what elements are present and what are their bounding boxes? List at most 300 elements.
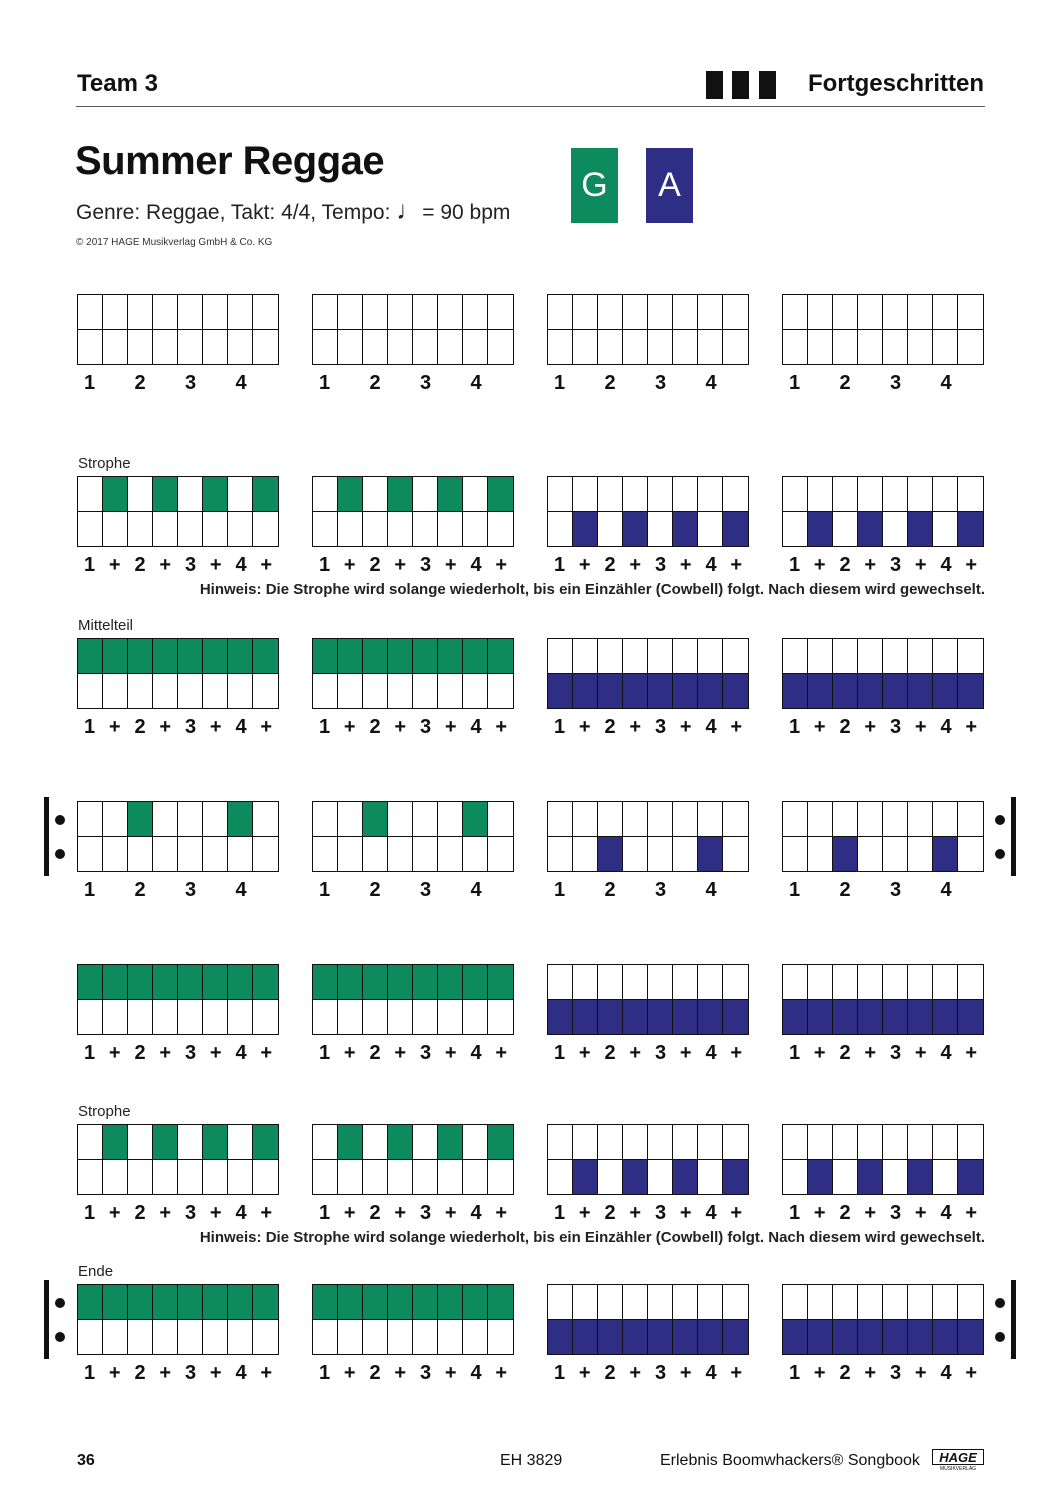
a-note-cell[interactable] <box>698 1000 723 1035</box>
g-row-cell[interactable] <box>338 802 363 837</box>
g-note-cell[interactable] <box>103 1125 128 1160</box>
g-note-cell[interactable] <box>413 1285 438 1320</box>
a-note-cell[interactable] <box>958 1320 983 1355</box>
g-row-cell[interactable] <box>908 477 933 512</box>
g-row-cell[interactable] <box>858 802 883 837</box>
g-row-cell[interactable] <box>463 477 488 512</box>
g-note-cell[interactable] <box>388 477 413 512</box>
a-note-cell[interactable] <box>783 1320 808 1355</box>
a-row-cell[interactable] <box>78 837 103 872</box>
a-note-cell[interactable] <box>833 674 858 709</box>
g-note-cell[interactable] <box>128 802 153 837</box>
a-row-cell[interactable] <box>313 512 338 547</box>
a-row-cell[interactable] <box>438 674 463 709</box>
g-row-cell[interactable] <box>623 802 648 837</box>
a-row-cell[interactable] <box>338 1320 363 1355</box>
a-row-cell[interactable] <box>203 837 228 872</box>
g-note-cell[interactable] <box>203 639 228 674</box>
a-row-cell[interactable] <box>438 1320 463 1355</box>
g-note-cell[interactable] <box>203 477 228 512</box>
g-row-cell[interactable] <box>413 1125 438 1160</box>
g-note-cell[interactable] <box>363 639 388 674</box>
g-note-cell[interactable] <box>488 1125 513 1160</box>
g-row-cell[interactable] <box>673 639 698 674</box>
g-row-cell[interactable] <box>573 1125 598 1160</box>
a-note-cell[interactable] <box>648 674 673 709</box>
g-note-cell[interactable] <box>178 965 203 1000</box>
a-row-cell[interactable] <box>808 330 833 365</box>
a-note-cell[interactable] <box>573 1000 598 1035</box>
g-row-cell[interactable] <box>573 802 598 837</box>
g-row-cell[interactable] <box>463 1125 488 1160</box>
a-row-cell[interactable] <box>463 837 488 872</box>
a-row-cell[interactable] <box>203 1160 228 1195</box>
a-row-cell[interactable] <box>623 837 648 872</box>
a-row-cell[interactable] <box>178 330 203 365</box>
g-note-cell[interactable] <box>463 1285 488 1320</box>
g-row-cell[interactable] <box>783 1285 808 1320</box>
g-row-cell[interactable] <box>598 639 623 674</box>
g-row-cell[interactable] <box>808 1125 833 1160</box>
a-note-cell[interactable] <box>908 1160 933 1195</box>
g-row-cell[interactable] <box>178 802 203 837</box>
g-row-cell[interactable] <box>673 965 698 1000</box>
g-row-cell[interactable] <box>648 1285 673 1320</box>
g-row-cell[interactable] <box>958 802 983 837</box>
g-row-cell[interactable] <box>548 477 573 512</box>
a-row-cell[interactable] <box>228 1160 253 1195</box>
a-note-cell[interactable] <box>808 1000 833 1035</box>
a-row-cell[interactable] <box>388 1000 413 1035</box>
a-note-cell[interactable] <box>858 1000 883 1035</box>
g-note-cell[interactable] <box>463 965 488 1000</box>
g-row-cell[interactable] <box>313 802 338 837</box>
g-row-cell[interactable] <box>573 639 598 674</box>
a-row-cell[interactable] <box>203 512 228 547</box>
a-note-cell[interactable] <box>548 1320 573 1355</box>
g-row-cell[interactable] <box>488 802 513 837</box>
a-row-cell[interactable] <box>413 1160 438 1195</box>
g-row-cell[interactable] <box>598 295 623 330</box>
a-row-cell[interactable] <box>78 1000 103 1035</box>
a-row-cell[interactable] <box>313 1000 338 1035</box>
g-note-cell[interactable] <box>463 639 488 674</box>
g-row-cell[interactable] <box>933 965 958 1000</box>
g-row-cell[interactable] <box>673 1125 698 1160</box>
a-row-cell[interactable] <box>488 674 513 709</box>
a-note-cell[interactable] <box>648 1000 673 1035</box>
g-row-cell[interactable] <box>648 1125 673 1160</box>
a-row-cell[interactable] <box>933 330 958 365</box>
g-row-cell[interactable] <box>78 477 103 512</box>
a-note-cell[interactable] <box>698 1320 723 1355</box>
g-note-cell[interactable] <box>488 965 513 1000</box>
g-row-cell[interactable] <box>598 477 623 512</box>
a-row-cell[interactable] <box>463 1000 488 1035</box>
a-note-cell[interactable] <box>883 1320 908 1355</box>
g-row-cell[interactable] <box>548 802 573 837</box>
g-note-cell[interactable] <box>228 1285 253 1320</box>
a-row-cell[interactable] <box>313 1320 338 1355</box>
g-row-cell[interactable] <box>833 1125 858 1160</box>
a-row-cell[interactable] <box>463 330 488 365</box>
a-row-cell[interactable] <box>883 837 908 872</box>
g-note-cell[interactable] <box>338 1285 363 1320</box>
a-note-cell[interactable] <box>723 1320 748 1355</box>
a-row-cell[interactable] <box>488 1320 513 1355</box>
g-row-cell[interactable] <box>338 295 363 330</box>
g-row-cell[interactable] <box>908 802 933 837</box>
g-row-cell[interactable] <box>128 295 153 330</box>
a-row-cell[interactable] <box>128 1160 153 1195</box>
a-row-cell[interactable] <box>783 512 808 547</box>
g-row-cell[interactable] <box>413 295 438 330</box>
g-note-cell[interactable] <box>338 965 363 1000</box>
g-row-cell[interactable] <box>488 295 513 330</box>
g-row-cell[interactable] <box>833 965 858 1000</box>
a-row-cell[interactable] <box>783 837 808 872</box>
g-row-cell[interactable] <box>388 295 413 330</box>
a-row-cell[interactable] <box>253 1000 278 1035</box>
g-row-cell[interactable] <box>958 1285 983 1320</box>
g-row-cell[interactable] <box>723 1285 748 1320</box>
a-row-cell[interactable] <box>438 512 463 547</box>
a-note-cell[interactable] <box>673 1160 698 1195</box>
a-row-cell[interactable] <box>228 512 253 547</box>
g-row-cell[interactable] <box>388 802 413 837</box>
a-note-cell[interactable] <box>808 1160 833 1195</box>
a-note-cell[interactable] <box>858 674 883 709</box>
g-row-cell[interactable] <box>253 295 278 330</box>
a-note-cell[interactable] <box>598 1320 623 1355</box>
g-row-cell[interactable] <box>908 1285 933 1320</box>
a-note-cell[interactable] <box>698 674 723 709</box>
g-row-cell[interactable] <box>883 1285 908 1320</box>
g-row-cell[interactable] <box>858 477 883 512</box>
a-row-cell[interactable] <box>883 330 908 365</box>
a-row-cell[interactable] <box>338 330 363 365</box>
g-note-cell[interactable] <box>313 639 338 674</box>
a-note-cell[interactable] <box>908 1320 933 1355</box>
g-note-cell[interactable] <box>153 1125 178 1160</box>
g-row-cell[interactable] <box>908 1125 933 1160</box>
g-row-cell[interactable] <box>103 295 128 330</box>
g-note-cell[interactable] <box>463 802 488 837</box>
a-row-cell[interactable] <box>698 330 723 365</box>
g-row-cell[interactable] <box>153 802 178 837</box>
a-row-cell[interactable] <box>933 512 958 547</box>
g-row-cell[interactable] <box>363 1125 388 1160</box>
a-row-cell[interactable] <box>388 1320 413 1355</box>
a-row-cell[interactable] <box>313 1160 338 1195</box>
a-row-cell[interactable] <box>178 1000 203 1035</box>
a-row-cell[interactable] <box>598 512 623 547</box>
g-row-cell[interactable] <box>363 295 388 330</box>
g-row-cell[interactable] <box>698 1285 723 1320</box>
g-row-cell[interactable] <box>783 965 808 1000</box>
a-note-cell[interactable] <box>858 1160 883 1195</box>
a-row-cell[interactable] <box>463 674 488 709</box>
a-row-cell[interactable] <box>783 1160 808 1195</box>
g-note-cell[interactable] <box>338 477 363 512</box>
g-note-cell[interactable] <box>228 965 253 1000</box>
a-row-cell[interactable] <box>128 330 153 365</box>
g-note-cell[interactable] <box>438 1285 463 1320</box>
a-row-cell[interactable] <box>573 330 598 365</box>
g-note-cell[interactable] <box>153 965 178 1000</box>
a-row-cell[interactable] <box>338 1160 363 1195</box>
a-row-cell[interactable] <box>698 1160 723 1195</box>
a-row-cell[interactable] <box>78 674 103 709</box>
a-note-cell[interactable] <box>933 1000 958 1035</box>
a-row-cell[interactable] <box>883 512 908 547</box>
g-note-cell[interactable] <box>253 965 278 1000</box>
g-row-cell[interactable] <box>908 295 933 330</box>
a-row-cell[interactable] <box>363 512 388 547</box>
a-row-cell[interactable] <box>153 837 178 872</box>
a-row-cell[interactable] <box>128 1320 153 1355</box>
g-row-cell[interactable] <box>313 295 338 330</box>
g-row-cell[interactable] <box>413 802 438 837</box>
g-note-cell[interactable] <box>338 1125 363 1160</box>
g-row-cell[interactable] <box>933 1125 958 1160</box>
a-note-cell[interactable] <box>623 1000 648 1035</box>
a-row-cell[interactable] <box>103 674 128 709</box>
a-row-cell[interactable] <box>698 512 723 547</box>
a-note-cell[interactable] <box>808 512 833 547</box>
a-row-cell[interactable] <box>103 1320 128 1355</box>
g-row-cell[interactable] <box>698 802 723 837</box>
g-note-cell[interactable] <box>253 477 278 512</box>
a-row-cell[interactable] <box>648 837 673 872</box>
g-row-cell[interactable] <box>698 295 723 330</box>
a-row-cell[interactable] <box>413 330 438 365</box>
g-row-cell[interactable] <box>548 965 573 1000</box>
g-row-cell[interactable] <box>313 1125 338 1160</box>
g-row-cell[interactable] <box>228 477 253 512</box>
a-row-cell[interactable] <box>933 1160 958 1195</box>
a-row-cell[interactable] <box>178 1320 203 1355</box>
g-row-cell[interactable] <box>623 295 648 330</box>
a-note-cell[interactable] <box>808 1320 833 1355</box>
a-row-cell[interactable] <box>78 1320 103 1355</box>
g-row-cell[interactable] <box>833 1285 858 1320</box>
g-row-cell[interactable] <box>698 965 723 1000</box>
a-row-cell[interactable] <box>228 674 253 709</box>
a-note-cell[interactable] <box>883 1000 908 1035</box>
g-row-cell[interactable] <box>883 965 908 1000</box>
a-row-cell[interactable] <box>128 837 153 872</box>
a-row-cell[interactable] <box>103 330 128 365</box>
g-note-cell[interactable] <box>363 965 388 1000</box>
a-note-cell[interactable] <box>958 1000 983 1035</box>
g-row-cell[interactable] <box>253 802 278 837</box>
g-row-cell[interactable] <box>463 295 488 330</box>
a-row-cell[interactable] <box>128 1000 153 1035</box>
a-row-cell[interactable] <box>858 837 883 872</box>
g-row-cell[interactable] <box>783 477 808 512</box>
g-note-cell[interactable] <box>388 965 413 1000</box>
a-note-cell[interactable] <box>623 674 648 709</box>
a-row-cell[interactable] <box>573 837 598 872</box>
g-row-cell[interactable] <box>723 639 748 674</box>
g-row-cell[interactable] <box>598 965 623 1000</box>
g-row-cell[interactable] <box>808 965 833 1000</box>
a-row-cell[interactable] <box>153 1160 178 1195</box>
g-row-cell[interactable] <box>833 639 858 674</box>
g-note-cell[interactable] <box>388 639 413 674</box>
a-row-cell[interactable] <box>253 674 278 709</box>
a-note-cell[interactable] <box>573 1320 598 1355</box>
g-row-cell[interactable] <box>958 477 983 512</box>
g-row-cell[interactable] <box>783 802 808 837</box>
g-row-cell[interactable] <box>573 965 598 1000</box>
g-note-cell[interactable] <box>103 477 128 512</box>
a-row-cell[interactable] <box>178 837 203 872</box>
g-row-cell[interactable] <box>933 802 958 837</box>
a-row-cell[interactable] <box>338 674 363 709</box>
g-row-cell[interactable] <box>833 477 858 512</box>
a-row-cell[interactable] <box>253 512 278 547</box>
g-note-cell[interactable] <box>178 1285 203 1320</box>
a-row-cell[interactable] <box>958 837 983 872</box>
a-row-cell[interactable] <box>673 837 698 872</box>
g-row-cell[interactable] <box>933 1285 958 1320</box>
g-note-cell[interactable] <box>253 1285 278 1320</box>
a-row-cell[interactable] <box>833 512 858 547</box>
a-row-cell[interactable] <box>363 1000 388 1035</box>
a-row-cell[interactable] <box>958 330 983 365</box>
g-row-cell[interactable] <box>178 477 203 512</box>
a-row-cell[interactable] <box>548 837 573 872</box>
a-note-cell[interactable] <box>623 1160 648 1195</box>
g-row-cell[interactable] <box>573 295 598 330</box>
g-row-cell[interactable] <box>623 965 648 1000</box>
g-note-cell[interactable] <box>253 1125 278 1160</box>
a-row-cell[interactable] <box>78 512 103 547</box>
a-note-cell[interactable] <box>723 1000 748 1035</box>
g-note-cell[interactable] <box>78 639 103 674</box>
g-row-cell[interactable] <box>548 1285 573 1320</box>
g-row-cell[interactable] <box>808 1285 833 1320</box>
g-row-cell[interactable] <box>808 477 833 512</box>
a-row-cell[interactable] <box>673 330 698 365</box>
a-note-cell[interactable] <box>858 512 883 547</box>
g-row-cell[interactable] <box>438 802 463 837</box>
a-row-cell[interactable] <box>488 1160 513 1195</box>
g-row-cell[interactable] <box>958 639 983 674</box>
a-row-cell[interactable] <box>128 674 153 709</box>
a-row-cell[interactable] <box>228 837 253 872</box>
g-row-cell[interactable] <box>723 477 748 512</box>
g-row-cell[interactable] <box>203 295 228 330</box>
g-row-cell[interactable] <box>598 1285 623 1320</box>
a-row-cell[interactable] <box>338 837 363 872</box>
a-row-cell[interactable] <box>128 512 153 547</box>
g-note-cell[interactable] <box>103 639 128 674</box>
g-row-cell[interactable] <box>858 965 883 1000</box>
a-note-cell[interactable] <box>598 837 623 872</box>
a-row-cell[interactable] <box>723 837 748 872</box>
a-row-cell[interactable] <box>783 330 808 365</box>
g-row-cell[interactable] <box>933 477 958 512</box>
g-note-cell[interactable] <box>228 802 253 837</box>
a-note-cell[interactable] <box>958 674 983 709</box>
g-row-cell[interactable] <box>623 1285 648 1320</box>
a-row-cell[interactable] <box>463 1320 488 1355</box>
g-note-cell[interactable] <box>253 639 278 674</box>
g-note-cell[interactable] <box>153 1285 178 1320</box>
g-row-cell[interactable] <box>698 639 723 674</box>
a-row-cell[interactable] <box>363 837 388 872</box>
a-note-cell[interactable] <box>808 674 833 709</box>
g-note-cell[interactable] <box>413 639 438 674</box>
a-note-cell[interactable] <box>623 512 648 547</box>
a-row-cell[interactable] <box>413 674 438 709</box>
g-row-cell[interactable] <box>548 295 573 330</box>
a-note-cell[interactable] <box>833 1000 858 1035</box>
g-row-cell[interactable] <box>598 1125 623 1160</box>
a-row-cell[interactable] <box>228 1000 253 1035</box>
g-note-cell[interactable] <box>78 965 103 1000</box>
g-row-cell[interactable] <box>808 295 833 330</box>
a-row-cell[interactable] <box>833 1160 858 1195</box>
a-note-cell[interactable] <box>548 1000 573 1035</box>
a-note-cell[interactable] <box>723 1160 748 1195</box>
g-row-cell[interactable] <box>698 477 723 512</box>
a-row-cell[interactable] <box>723 330 748 365</box>
g-note-cell[interactable] <box>153 477 178 512</box>
g-row-cell[interactable] <box>648 477 673 512</box>
g-row-cell[interactable] <box>673 1285 698 1320</box>
g-row-cell[interactable] <box>808 639 833 674</box>
g-row-cell[interactable] <box>228 1125 253 1160</box>
g-row-cell[interactable] <box>908 965 933 1000</box>
g-note-cell[interactable] <box>388 1285 413 1320</box>
a-note-cell[interactable] <box>858 1320 883 1355</box>
a-note-cell[interactable] <box>673 1000 698 1035</box>
g-note-cell[interactable] <box>128 965 153 1000</box>
a-note-cell[interactable] <box>598 674 623 709</box>
a-row-cell[interactable] <box>153 674 178 709</box>
a-note-cell[interactable] <box>598 1000 623 1035</box>
g-row-cell[interactable] <box>723 802 748 837</box>
g-row-cell[interactable] <box>833 802 858 837</box>
a-row-cell[interactable] <box>228 1320 253 1355</box>
g-row-cell[interactable] <box>573 477 598 512</box>
g-note-cell[interactable] <box>363 802 388 837</box>
g-note-cell[interactable] <box>363 1285 388 1320</box>
g-note-cell[interactable] <box>203 1125 228 1160</box>
g-row-cell[interactable] <box>598 802 623 837</box>
a-row-cell[interactable] <box>153 512 178 547</box>
g-row-cell[interactable] <box>858 295 883 330</box>
g-row-cell[interactable] <box>673 295 698 330</box>
g-row-cell[interactable] <box>783 639 808 674</box>
g-row-cell[interactable] <box>78 1125 103 1160</box>
g-note-cell[interactable] <box>203 965 228 1000</box>
a-row-cell[interactable] <box>153 1000 178 1035</box>
g-row-cell[interactable] <box>833 295 858 330</box>
g-row-cell[interactable] <box>178 295 203 330</box>
a-row-cell[interactable] <box>833 330 858 365</box>
a-row-cell[interactable] <box>203 330 228 365</box>
a-note-cell[interactable] <box>673 674 698 709</box>
a-note-cell[interactable] <box>833 837 858 872</box>
a-row-cell[interactable] <box>153 330 178 365</box>
a-row-cell[interactable] <box>488 330 513 365</box>
a-row-cell[interactable] <box>313 330 338 365</box>
